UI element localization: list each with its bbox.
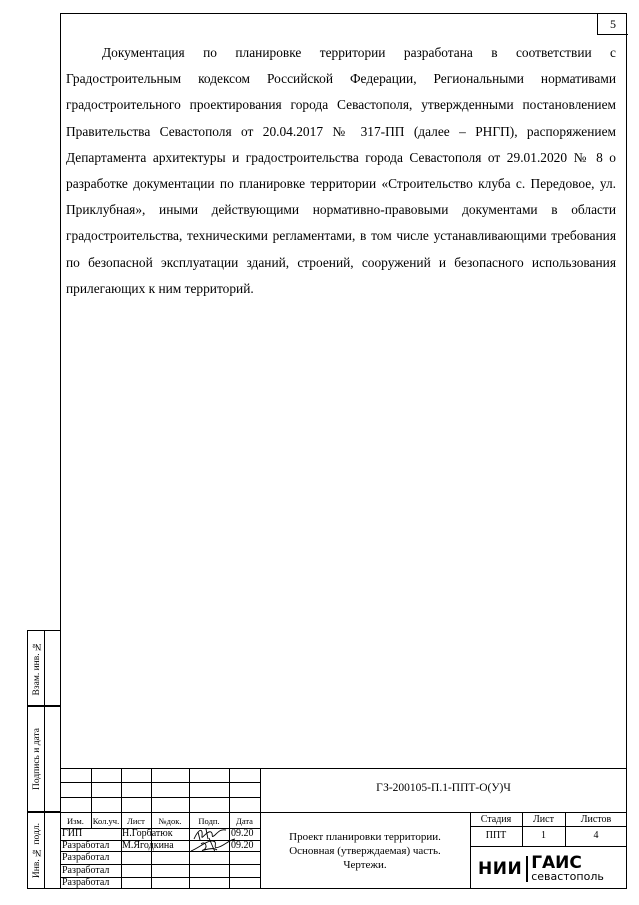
side-signature-date xyxy=(27,706,60,812)
document-code: ГЗ-200105-П.1-ППТ-О(У)Ч xyxy=(376,782,511,794)
header-kol-uch: Кол.уч. xyxy=(92,816,120,826)
row-2-date: 09.20 xyxy=(231,840,254,851)
side-inv-zam xyxy=(27,630,60,706)
org-logo-city: севастополь xyxy=(531,870,604,883)
title-line-1: Проект планировки территории. xyxy=(289,831,441,843)
row-1-role: ГИП xyxy=(62,828,83,839)
org-logo xyxy=(478,853,604,883)
header-n-dok: №док. xyxy=(158,816,182,826)
org-logo-nii: НИИ xyxy=(478,859,523,879)
header-data: Дата xyxy=(236,816,253,826)
stage-label: Стадия xyxy=(480,814,512,825)
sheet-label: Лист xyxy=(533,814,554,825)
document-title xyxy=(260,830,470,872)
page-number: 5 xyxy=(597,13,628,35)
side-inv-podl-label: Инв. № подл. xyxy=(31,822,42,879)
row-4-role: Разработал xyxy=(62,865,110,876)
side-signature-date-label: Подпись и дата xyxy=(31,727,42,790)
row-3-role: Разработал xyxy=(62,852,110,863)
side-inv-podl xyxy=(27,812,60,889)
row-2-role: Разработал xyxy=(62,840,110,851)
header-list: Лист xyxy=(127,816,145,826)
header-podp: Подп. xyxy=(198,816,220,826)
header-izm: Изм. xyxy=(67,816,84,826)
sheet-value: 1 xyxy=(541,830,546,841)
title-line-2: Основная (утверждаемая) часть. xyxy=(289,845,441,857)
row-1-name: Н.Горбатюк xyxy=(122,828,173,839)
row-1-date: 09.20 xyxy=(231,828,254,839)
sheets-value: 4 xyxy=(593,830,599,841)
side-inv-zam-label: Взам. инв. № xyxy=(31,640,42,696)
signature-yagodkina xyxy=(189,836,237,854)
sheets-label: Листов xyxy=(580,814,612,825)
body-paragraph: Документация по планировке территории разработана в соответствии с Градостроительным кодексом Российской Федерации, Региональными нормативами градостроительного проектирования города Севастополя, утвержденными постановлением Правительства Севастополя от 20.04.2017 № 317-ПП (далее – РНГП), распоряжением Департамента архитектуры и градостроительства города Севастополя от 29.01.2020 № 8 о разработке документации по планировке территории «Строительство клуба с. Передовое, ул. Приклубная», иными действующими нормативно-правовыми документами в области градостроительства, техническими регламентами, в том числе устанавливающими требования по безопасной эксплуатации зданий, строений, сооружений и безопасного использования прилегающих к ним территорий. xyxy=(66,45,616,296)
row-2-name: М.Ягодкина xyxy=(122,840,174,851)
org-logo-gais: ГАИС xyxy=(531,853,582,873)
stage-value: ППТ xyxy=(485,830,507,841)
title-line-3: Чертежи. xyxy=(343,859,387,871)
title-block xyxy=(60,768,627,889)
row-5-role: Разработал xyxy=(62,877,110,888)
